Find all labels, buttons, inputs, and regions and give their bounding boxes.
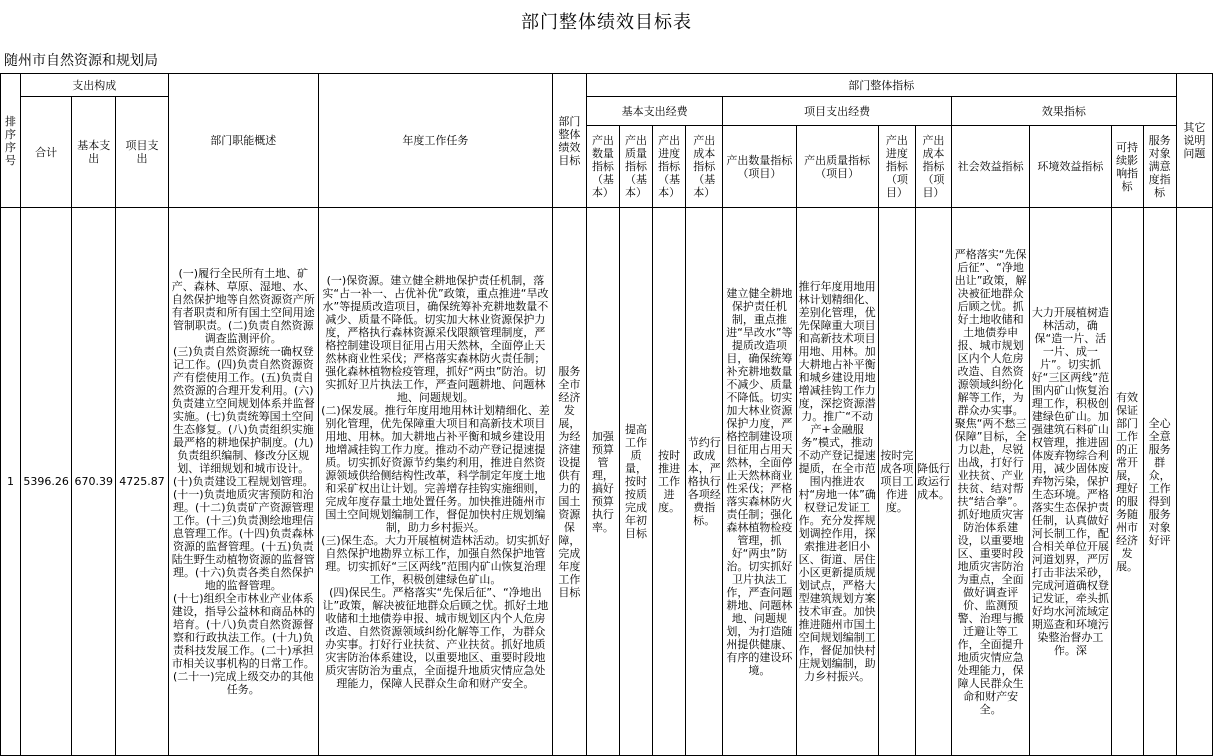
header-p-qty: 产出数量指标 （项目） xyxy=(723,126,796,208)
header-other: 其它 说明 问题 xyxy=(1176,74,1212,208)
header-effect: 效果指标 xyxy=(952,97,1177,126)
row-sustain xyxy=(1111,208,1143,756)
header-task: 年度工作任务 xyxy=(319,74,553,208)
page-title: 部门整体绩效目标表 xyxy=(521,12,692,33)
row-p-qty: 建立健全耕地保护责任机制，重点推进“旱改水”等提质改造项目，确保统筹补充耕地数量不减少、质量不降低。切实加大林业资源保护力度，严格控制建设项目征用占用天然林，全面停止天然林商业性采伐；严格落实森林防火责任制；强化森林植物检疫管理，抓好“两虫”防治。切实抓好卫片执法工作，严查问题耕地、问题林地、问题规划，为打造随州提供健康、有序的建设环境。 xyxy=(723,208,796,756)
header-duty: 部门职能概述 xyxy=(168,74,318,208)
header-satisf: 服务 对象 满意 度指 标 xyxy=(1143,126,1176,208)
row-sustain-text: 有效保证部门工作的正常开展， xyxy=(1116,390,1139,482)
header-social: 社会效益指标 xyxy=(952,126,1030,208)
row-sustain-text-2: 理好的服务随州市经济发展。 xyxy=(1116,481,1139,573)
row-satisf: 全心全意服务群众，工作得到服务对象好评 xyxy=(1143,208,1176,756)
row-seq: 1 xyxy=(1,208,21,756)
row-env: 大力开展植树造林活动，确保“造一片、活一片、成一片”。切实抓好“三区两线”范围内矿山恢复治理工作，积极创建绿色矿山。加强建筑石料矿山权管理，推进固体废弃物综合利用，减少固体废弃物污染，保护生态环境。严格落实生态保护责任制，认真做好河长制工作，配合相关单位开展河道划界，严厉打击非法采砂，完成河道确权登记发证，牵头抓好均水河流域定期巡查和环境污染整治督办工作。深 xyxy=(1030,208,1111,756)
header-total: 合计 xyxy=(21,97,72,208)
header-dept-goal: 部门 整体 绩效 目标 xyxy=(552,74,586,208)
header-project: 项目支 出 xyxy=(116,97,168,208)
row-duty: (一)履行全民所有土地、矿产、森林、草原、湿地、水、自然保护地等自然资源资产所有者职责和所有国土空间用途管制职责。(二)负责自然资源调查监测评价。 (三)负责自然资源统一确权登记工作。(四)负责自然资源资产有偿使用工作。(五)负责自然资源的合理开发利用。(六)负责建立空间规划体系并监督实施。(七)负责统筹国土空间生态修复。(八)负责组织实施最严格的耕地保护制度。(九)负责组织编制、修改分区规划、详细规划和城市设计。 (十)负责建设工程规划管理。(十一)负责地质灾害预防和治理。(十二)负责矿产资源管理工作。(十三)负责测绘地理信息管理工作。(十四)负责森林资源的监督管理。(十五)负责陆生野生动植物资源的监督管理。(十六)负责各类自然保护地的监督管理。 (十七)组织全市林业产业体系建设，指导公益林和商品林的培育。(十八)负责自然资源督察和行政执法工作。(十九)负责科技发展工作。(二十)承担市相关议事机构的日常工作。(二十一)完成上级交办的其他任务。 xyxy=(168,208,318,756)
row-p-cost: 降低行政运行成本。 xyxy=(915,208,951,756)
header-p-qual: 产出质量指标 （项目） xyxy=(796,126,878,208)
header-basic: 基本支 出 xyxy=(72,97,116,208)
row-b-qty: 加强预算管理，搞好预算执行率。 xyxy=(586,208,619,756)
header-p-prog: 产出 进度 指标 （项 目） xyxy=(878,126,915,208)
header-seq: 排 序 序 号 xyxy=(1,74,21,208)
row-basic: 670.39 xyxy=(72,208,116,756)
row-b-prog: 按时推进工作进度。 xyxy=(653,208,686,756)
header-b-prog: 产出 进度 指标 （基 本） xyxy=(653,126,686,208)
header-b-qual: 产出 质量 指标 （基 本） xyxy=(619,126,652,208)
header-env: 环境效益指标 xyxy=(1030,126,1111,208)
row-project: 4725.87 xyxy=(116,208,168,756)
header-project-exp: 项目支出经费 xyxy=(723,97,952,126)
header-b-qty: 产出 数量 指标 （基 本） xyxy=(586,126,619,208)
row-other xyxy=(1176,208,1212,756)
row-p-prog: 按时完成各项项目工作进度。 xyxy=(878,208,915,756)
row-p-qual: 推行年度用地用林计划精细化、差别化管理，优先保障重大项目和高新技术项目用地、用林。加大耕地占补平衡和城乡建设用地增减挂钩工作力度，深挖资源潜力。推广“不动产+金融服务”模式，推动不动产登记提速提质，在全市范围内推进农村“房地一体”确权登记发证工作。充分发挥规划调控作用，探索推进老旧小区、街道、居住小区更新提质规划试点，严格大型建筑规划方案技术审查。加快推进随州市国土空间规划编制工作，督促加快村庄规划编制，助力乡村振兴。 xyxy=(796,208,878,756)
row-social: 严格落实“先保后征”、“净地出让”政策，解决被征地群众后顾之忧。抓好土地收储和土地债券申报、城市规划区内个人危房改造、自然资源领域纠纷化解等工作，为群众办实事。聚焦“两不愁三保障”目标，全力以赴，尽锐出战，打好行业扶贫、产业扶贫、结对帮扶“结合拳”。抓好地质灾害防治体系建设，以重要地区、重要时段地质灾害防治为重点，全面做好调查评价、监测预警、治理与搬迁避让等工作，全面提升地质灾情应急处理能力，保障人民群众生命和财产安全。 xyxy=(952,208,1030,756)
performance-table xyxy=(0,73,1213,756)
row-task: (一)保资源。建立健全耕地保护责任机制，落实“占一补一、占优补优”政策，重点推进“旱改水”等提质改造项目，确保统筹补充耕地数量不减少、质量不降低。切实加大林业资源保护力度，严格执行森林资源采伐限额管理制度，严格控制建设项目征用占用天然林，全面停止天然林商业性采伐；严格落实森林防火责任制；强化森林植物检疫管理，抓好“两虫”防治。切实抓好卫片执法工作，严查问题耕地、问题林地、问题规划。 (二)保发展。推行年度用地用林计划精细化、差别化管理，优先保障重大项目和高新技术项目用地、用林。加大耕地占补平衡和城乡建设用地增减挂钩工作力度。推动不动产登记提速提质。切实抓好资源节约集约利用，推进自然资源领域供给侧结构性改革，科学制定年度土地和采矿权出让计划。完善增存挂钩实施细则，完成年度存量土地处置任务。加快推进随州市国土空间规划编制工作，督促加快村庄规划编制，助力乡村振兴。 (三)保生态。大力开展植树造林活动。切实抓好自然保护地勘界立标工作，加强自然保护地管理。切实抓好“三区两线”范围内矿山恢复治理工作，积极创建绿色矿山。 (四)保民生。严格落实“先保后征”、“净地出让”政策，解决被征地群众后顾之忧。抓好土地收储和土地债券申报、城市规划区内个人危房改造、自然资源领域纠纷化解等工作，为群众办实事。打好行业扶贫、产业扶贫。抓好地质灾害防治体系建设，以重要地区、重要时段地质灾害防治为重点，全面提升地质灾情应急处理能力，保障人民群众生命和财产安全。 xyxy=(319,208,553,756)
header-p-cost: 产出 成本 指标 （项 目） xyxy=(915,126,951,208)
row-b-qual: 提高工作质量，按时按质完成年初目标 xyxy=(619,208,652,756)
header-dept-index: 部门整体指标 xyxy=(586,74,1176,97)
table-row xyxy=(1,208,1213,756)
header-sustain: 可持 续影 响指 标 xyxy=(1111,126,1143,208)
header-basic-exp: 基本支出经费 xyxy=(586,97,722,126)
row-dept-goal: 服务全市经济发展，为经济建设提供有力的国土资源保障，完成年度工作目标 xyxy=(552,208,586,756)
row-total: 5396.26 xyxy=(21,208,72,756)
row-b-cost: 节约行政成本，严格执行各项经费指标。 xyxy=(686,208,723,756)
organization-name: 随州市自然资源和规划局 xyxy=(4,53,158,69)
header-b-cost: 产出 成本 指标 （基 本） xyxy=(686,126,723,208)
header-spend: 支出构成 xyxy=(21,74,168,97)
